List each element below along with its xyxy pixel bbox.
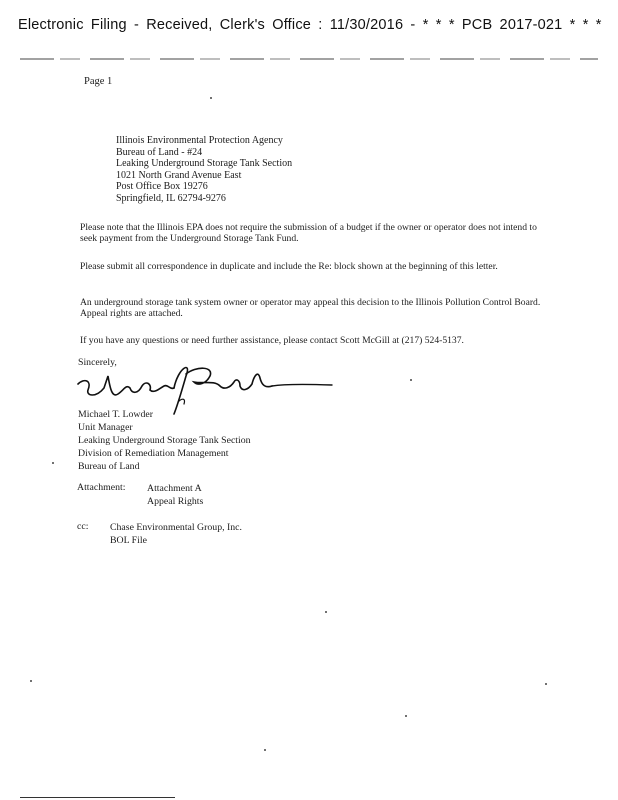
cc-label: cc: (77, 521, 89, 532)
scan-speck (264, 749, 266, 751)
page-number: Page 1 (84, 76, 113, 87)
signer-line: Division of Remediation Management (78, 448, 229, 459)
address-line: 1021 North Grand Avenue East (116, 169, 242, 181)
signer-line: Unit Manager (78, 422, 133, 433)
cc-item: Chase Environmental Group, Inc. (110, 522, 242, 533)
paragraph-budget-note: Please note that the Illinois EPA does not require the submission of a budget if the owner or operator does not intend to seek payment from the Underground Storage Tank Fund. (80, 222, 537, 244)
cc-list (110, 521, 242, 547)
scan-speck (52, 462, 54, 464)
efiling-stamp: Electronic Filing - Received, Clerk's Office : 11/30/2016 - * * * PCB 2017-021 * * * (18, 17, 602, 33)
paragraph-appeal: An underground storage tank system owner or operator may appeal this decision to the Illinois Pollution Control Board. Appeal rights are attached. (80, 297, 541, 319)
signer-line: Michael T. Lowder (78, 409, 153, 420)
scan-speck (545, 683, 547, 685)
signer-line: Bureau of Land (78, 461, 140, 472)
address-line: Springfield, IL 62794-9276 (116, 192, 226, 204)
recipient-address (116, 135, 292, 205)
attachments-label: Attachment: (77, 482, 126, 493)
address-line: Leaking Underground Storage Tank Section (116, 158, 293, 170)
scan-speck (210, 97, 212, 99)
footnote-rule (20, 797, 175, 798)
attachments-list (147, 482, 203, 508)
signer-block (78, 408, 251, 473)
cc-item: BOL File (110, 535, 147, 546)
paragraph-contact: If you have any questions or need further assistance, please contact Scott McGill at (217) 524-5137. (80, 335, 464, 346)
address-line: Bureau of Land - #24 (116, 146, 203, 158)
scan-speck (325, 611, 327, 613)
address-line: Illinois Environmental Protection Agency (116, 135, 283, 146)
scan-speck (30, 680, 32, 682)
paragraph-correspondence: Please submit all correspondence in duplicate and include the Re: block shown at the beginning of this letter. (80, 261, 498, 272)
scan-speck (410, 379, 412, 381)
scan-speck (405, 715, 407, 717)
closing: Sincerely, (78, 357, 117, 368)
address-line: Post Office Box 19276 (116, 181, 208, 193)
signer-line: Leaking Underground Storage Tank Section (78, 435, 251, 446)
attachment-item: Appeal Rights (147, 496, 204, 507)
attachment-item: Attachment A (147, 483, 202, 494)
scan-artifact-line (20, 58, 598, 60)
